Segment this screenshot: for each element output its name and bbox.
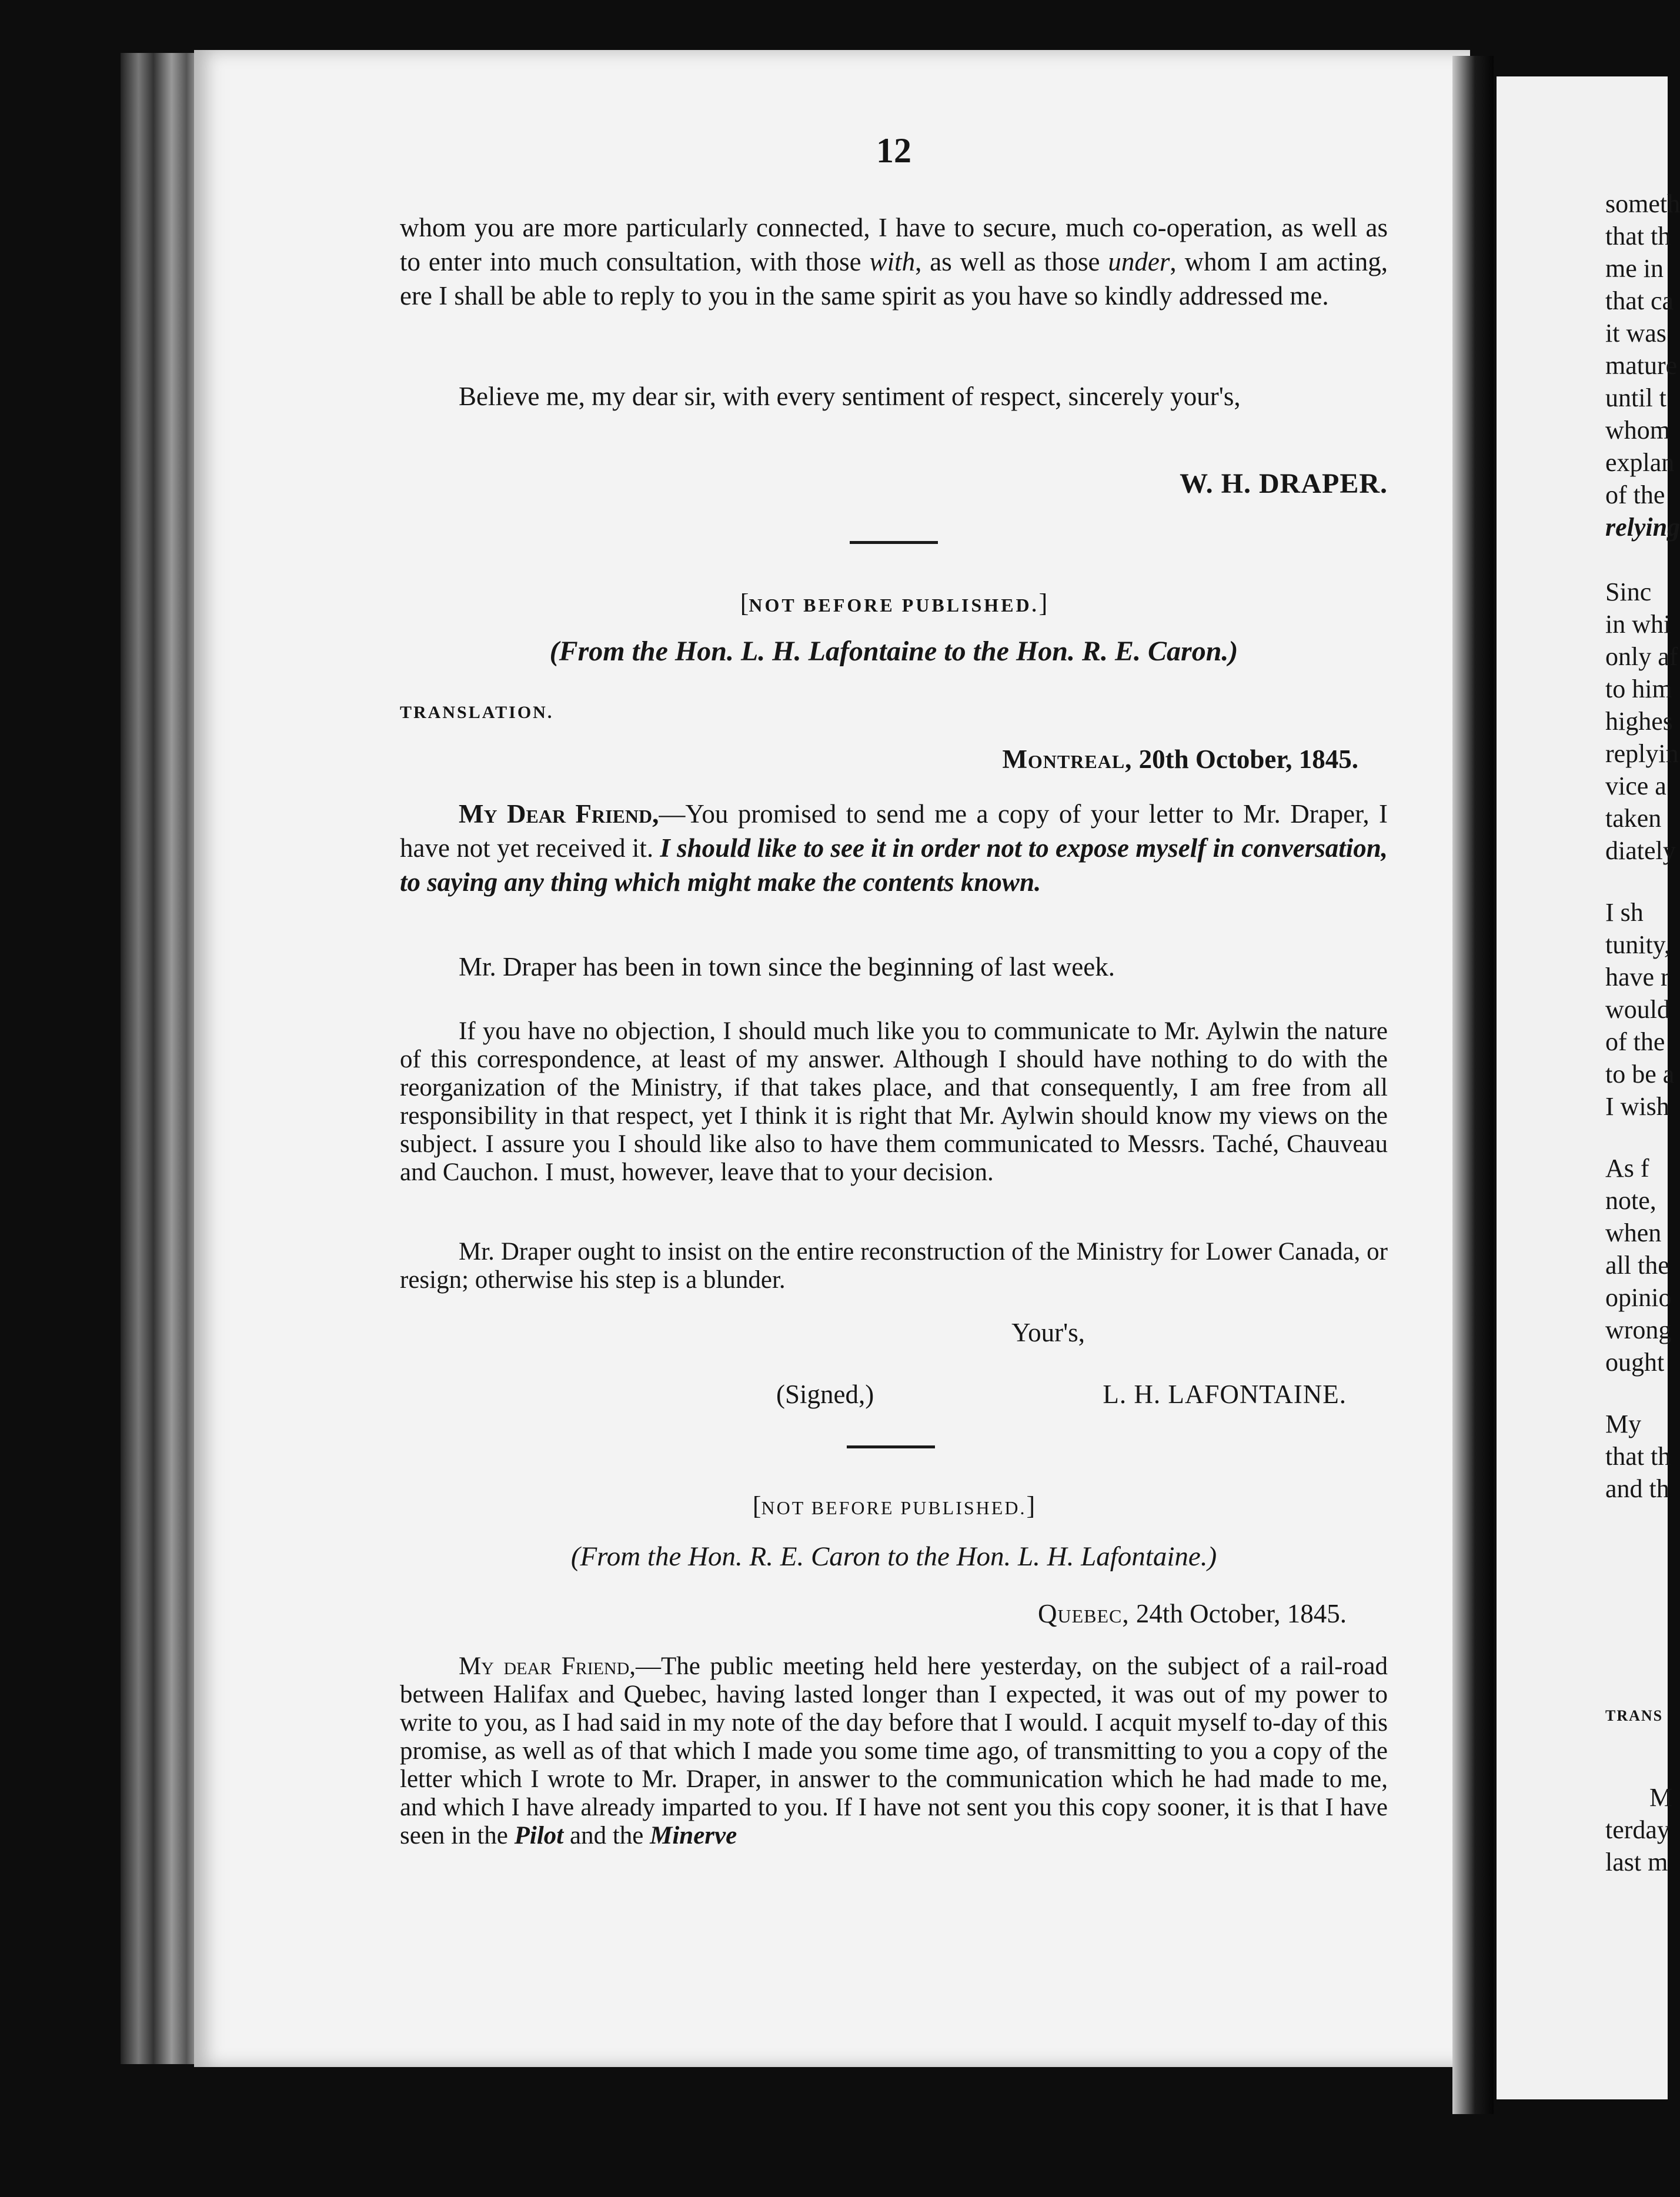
- facing-fragment: wrong: [1605, 1315, 1672, 1344]
- letter-2-place: Quebec,: [1037, 1599, 1130, 1628]
- facing-fragment: it was: [1605, 319, 1666, 348]
- facing-fragment: have r: [1605, 963, 1669, 991]
- page-number: 12: [876, 131, 911, 170]
- facing-fragment: that th: [1605, 1442, 1671, 1471]
- facing-fragment: diately: [1605, 836, 1676, 865]
- book-edge: [121, 53, 203, 2064]
- emphasis-under: under: [1108, 247, 1170, 276]
- continuation-text: whom you are more particularly connected, I have to secure, much co-operation, as well as to enter into much consultation, with those: [400, 213, 1388, 276]
- letter-2-paragraph-1: [400, 1652, 1388, 1850]
- letter-2-from-line: (From the Hon. R. E. Caron to the Hon. L. H. Lafontaine.): [570, 1541, 1217, 1572]
- facing-fragment: all the: [1605, 1251, 1669, 1280]
- section-rule: [850, 541, 938, 544]
- letter-1-paragraph-3: If you have no objection, I should much like you to communicate to Mr. Aylwin the nature of this correspondence, at least of my answer. Although I should have nothing to do with the reorganization of the Ministry, if that takes place, and that consequently, I am free from all responsibility in that respect, yet I think it is right that Mr. Aylwin should know my views on the subject. I assure you I should like also to have them communicated to Messrs. Taché, Chauveau and Cauchon. I must, however, leave that to your decision.: [400, 1017, 1388, 1186]
- letter-1-paragraph-4: Mr. Draper ought to insist on the entire reconstruction of the Ministry for Lower Canada, or resign; otherwise his step is a blunder.: [400, 1238, 1388, 1294]
- signature-draper: W. H. DRAPER.: [1180, 468, 1388, 499]
- continuation-text: , as well as those: [915, 247, 1108, 276]
- facing-fragment: Sinc: [1605, 577, 1652, 606]
- facing-fragment: and th: [1605, 1474, 1669, 1503]
- facing-fragment: TRANS: [1605, 1707, 1664, 1724]
- publication-note: [400, 1491, 1388, 1521]
- letter-2-salutation: My dear Friend,: [459, 1652, 636, 1680]
- bracket-open: [: [740, 589, 749, 617]
- publication-note: [400, 588, 1388, 618]
- facing-fragment: someth: [1605, 189, 1680, 218]
- signed-note: (Signed,): [776, 1380, 874, 1409]
- letter-2-dateline: [1038, 1598, 1347, 1629]
- facing-fragment: relying: [1605, 513, 1680, 542]
- facing-fragment: I wish: [1605, 1092, 1669, 1121]
- facing-fragment: to him: [1605, 675, 1672, 703]
- facing-fragment: would: [1605, 995, 1670, 1024]
- letter-1-paragraph-2: Mr. Draper has been in town since the beginning of last week.: [459, 952, 1115, 981]
- facing-fragment: until t: [1605, 383, 1666, 412]
- facing-fragment: tunity,: [1605, 930, 1671, 959]
- translation-label: TRANSLATION.: [400, 703, 554, 722]
- continuation-text: , whom I am acting, ere I shall be able to reply to you in the same spirit as you have so kindly addressed me.: [400, 247, 1388, 310]
- letter-1-dateline: [1002, 744, 1358, 774]
- bracket-close: ]: [1026, 1491, 1036, 1520]
- facing-fragment: vice a: [1605, 772, 1666, 800]
- letter-1-closing: Your's,: [1011, 1318, 1085, 1347]
- facing-fragment: in whi: [1605, 610, 1671, 639]
- emphasis-minerve: Minerve: [650, 1822, 737, 1849]
- facing-fragment: me in: [1605, 254, 1664, 283]
- emphasis-with: with: [869, 247, 916, 276]
- facing-fragment: of the: [1605, 1027, 1665, 1056]
- letter-2-p1-text: and the: [563, 1822, 650, 1849]
- facing-fragment: M: [1649, 1783, 1673, 1812]
- letter-1-from-line: (From the Hon. L. H. Lafontaine to the Hon. R. E. Caron.): [549, 636, 1238, 667]
- note-text: NOT BEFORE PUBLISHED.: [761, 1497, 1027, 1518]
- facing-page: [1497, 76, 1680, 2099]
- book-gutter: [1452, 56, 1494, 2114]
- facing-fragment: taken: [1605, 804, 1662, 833]
- facing-fragment: I sh: [1605, 898, 1644, 927]
- letter-2-date: 24th October, 1845.: [1135, 1599, 1347, 1628]
- section-rule: [847, 1445, 935, 1448]
- signature-lafontaine: L. H. LAFONTAINE.: [1103, 1380, 1347, 1409]
- bracket-close: ]: [1038, 589, 1048, 617]
- facing-fragment: note,: [1605, 1186, 1656, 1215]
- facing-fragment: replyin: [1605, 739, 1679, 768]
- letter-1-place: Montreal,: [1002, 744, 1133, 774]
- facing-fragment: My: [1605, 1410, 1642, 1438]
- letter-2-p1-text: —The public meeting held here yesterday, on the subject of a rail-road between Halifax and Quebec, having lasted longer than I expected, it was out of my power to write to you, as I had said in my note of the day before that I would. I acquit myself to-day of this promise, as well as of that which I made you some time ago, of transmitting to you a copy of the letter which I wrote to Mr. Draper, in answer to the communication which he had made to me, and which I have already imparted to you. If I have not sent you this copy sooner, it is that I have seen in the: [400, 1652, 1388, 1849]
- letter-1-paragraph-1: [400, 797, 1388, 899]
- facing-fragment: when: [1605, 1218, 1662, 1247]
- facing-fragment: As f: [1605, 1154, 1649, 1183]
- facing-fragment: whom: [1605, 416, 1670, 445]
- letter-1-p1-text: —You promised to send me a copy of your letter to Mr. Draper, I have not yet received it.: [400, 799, 1388, 863]
- facing-fragment: terday: [1605, 1815, 1670, 1844]
- letter-1-salutation: My Dear Friend,: [459, 799, 659, 829]
- facing-fragment: to be a: [1605, 1060, 1675, 1089]
- closing-paragraph: Believe me, my dear sir, with every sentiment of respect, sincerely your's,: [459, 382, 1241, 411]
- facing-fragment: opinio: [1605, 1283, 1672, 1312]
- facing-fragment: of the: [1605, 480, 1665, 509]
- emphasis-pilot: Pilot: [514, 1822, 564, 1849]
- facing-fragment: explan: [1605, 448, 1675, 477]
- bracket-open: [: [752, 1491, 761, 1520]
- letter-1-date: 20th October, 1845.: [1138, 744, 1358, 774]
- facing-fragment: mature: [1605, 351, 1678, 380]
- note-text: NOT BEFORE PUBLISHED.: [749, 595, 1039, 616]
- facing-fragment: that th: [1605, 222, 1671, 251]
- facing-fragment: highes: [1605, 707, 1673, 736]
- facing-fragment: only af: [1605, 642, 1678, 671]
- facing-fragment: ought: [1605, 1348, 1665, 1377]
- continuation-paragraph: [400, 211, 1388, 313]
- facing-fragment: last m: [1605, 1848, 1668, 1877]
- facing-fragment: that ca: [1605, 286, 1674, 315]
- letter-1-p1-emphasis: I should like to see it in order not to expose myself in conversation, to saying any thing which might make the contents known.: [400, 833, 1388, 897]
